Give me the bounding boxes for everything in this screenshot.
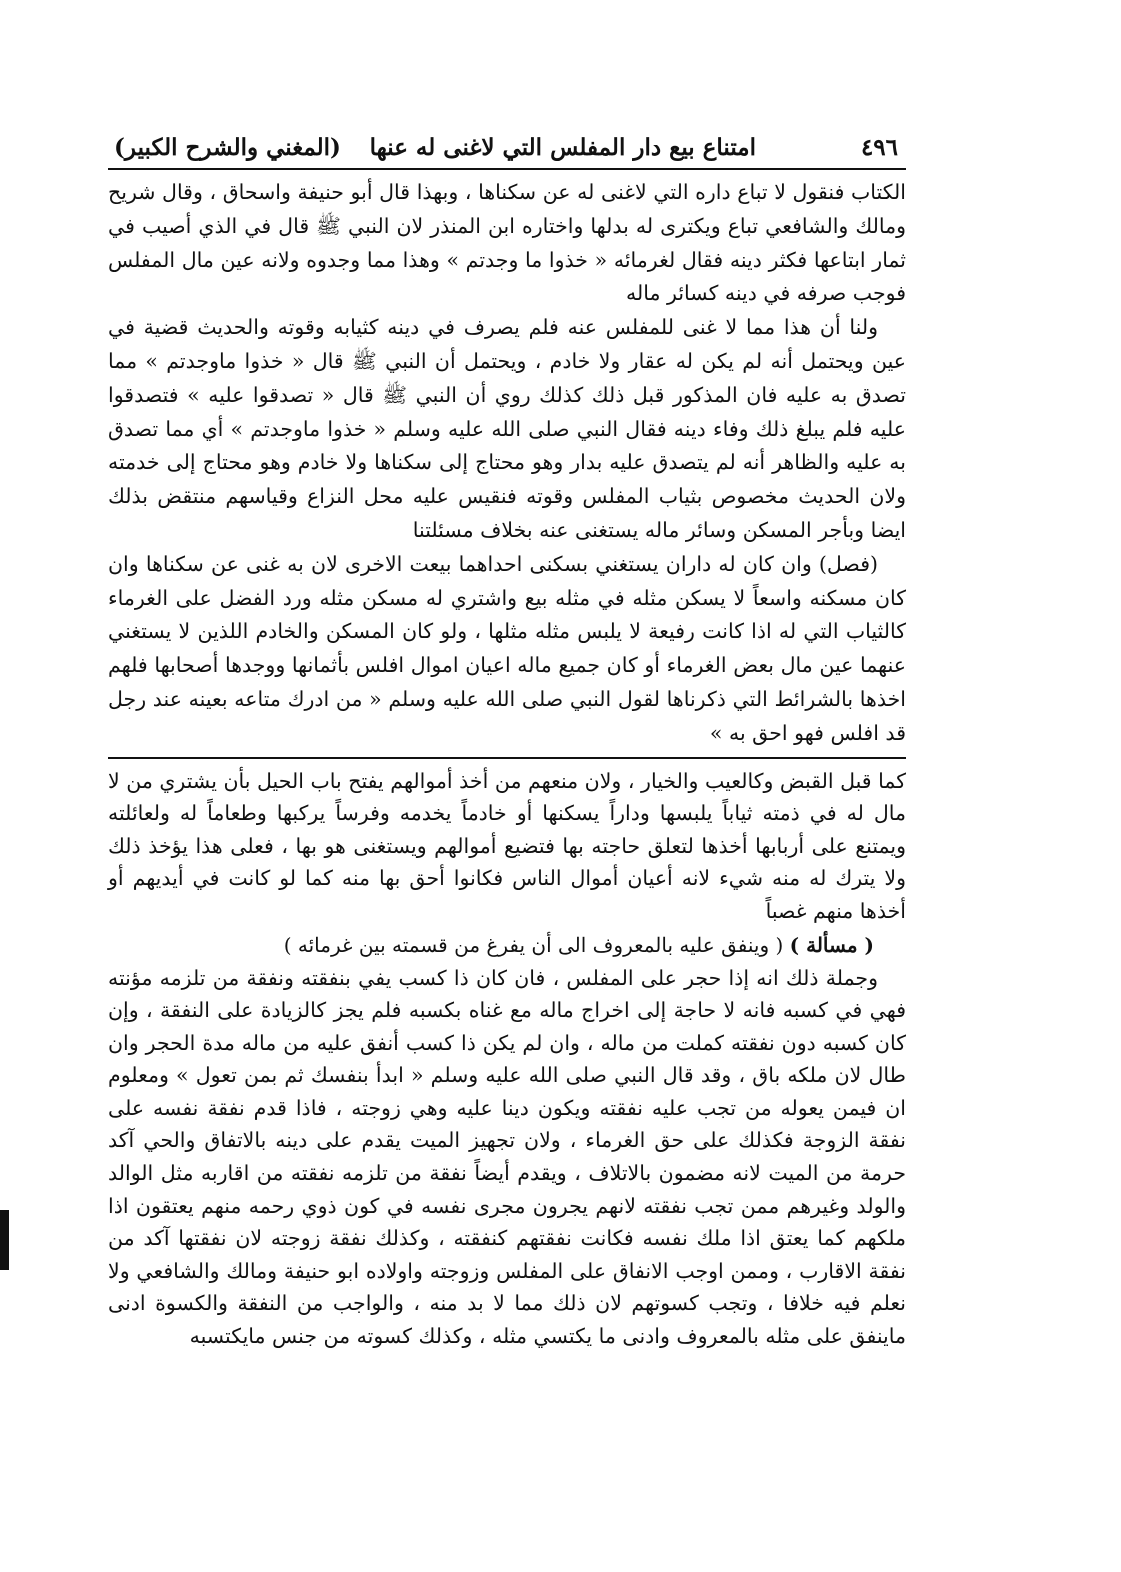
masala-label: ( مسألة ) [789, 932, 874, 957]
paragraph: وجملة ذلك انه إذا حجر على المفلس ، فان كان ذا كسب يفي بنفقته ونفقة من تلزمه مؤنته فهي في كسبه فانه لا حاجة إلى اخراج ماله مع غناه بكسبه فلم يجز كالزيادة على النفقة ، وإن كان كسبه دون نفقته كملت من ماله ، وان لم يكن ذا كسب أنفق عليه من ماله مدة الحجر وان طال لان ملكه باق ، وقد قال النبي صلى الله عليه وسلم « ابدأ بنفسك ثم بمن تعول » ومعلوم ان فيمن يعوله من تجب عليه نفقته ويكون دينا عليه وهي زوجته ، فاذا قدم نفقة نفسه على نفقة الزوجة فكذلك على حق الغرماء ، ولان تجهيز الميت يقدم على دينه بالاتفاق والحي آكد حرمة من الميت لانه مضمون بالاتلاف ، ويقدم أيضاً نفقة من تلزمه نفقته من اقاربه مثل الوالد والولد وغيرهم ممن تجب نفقته لانهم يجرون مجرى نفسه في كون ذوي رحمه منهم يعتقون اذا ملكهم كما يعتق اذا ملك نفسه فكانت نفقتهم كنفقته ، وكذلك نفقة زوجته لان نفقتها آكد من نفقة الاقارب ، وممن اوجب الانفاق على المفلس وزوجته واولاده ابو حنيفة ومالك والشافعي ولا نعلم فيه خلافا ، وتجب كسوتهم لان ذلك مما لا بد منه ، والواجب من النفقة والكسوة ادنى ماينفق على مثله بالمعروف وادنى ما يكتسي مثله ، وكذلك كسوته من جنس مايكتسبه [108, 965, 906, 1349]
page-header [108, 130, 906, 170]
main-text-section [108, 757, 906, 1353]
paragraph: كما قبل القبض وكالعيب والخيار ، ولان منعهم من أخذ أموالهم يفتح باب الحيل بأن يشتري من لا مال له في ذمته ثياباً يلبسها وداراً يسكنها أو خادماً يخدمه وفرساً يركبها وطعاماً له ولعائلته ويمتنع على أربابها أخذها لتعلق حاجته بها فتضيع أموالهم ويستغنى هو بها ، فعلى هذا يؤخذ ذلك ولا يترك له منه شيء لانه أعيان أموال الناس فكانوا أحق بها منه كما لو كانت في أيديهم أو أخذها منهم غصباً [108, 768, 906, 923]
scan-edge-mark [0, 1210, 9, 1270]
book-page [108, 130, 906, 1540]
masala-heading [108, 928, 906, 962]
page-number: ٤٩٦ [860, 134, 898, 161]
paragraph: الكتاب فنقول لا تباع داره التي لاغنى له عن سكناها ، وبهذا قال أبو حنيفة واسحاق ، وقال شريح ومالك والشافعي تباع ويكترى له بدلها واختاره ابن المنذر لان النبي ﷺ قال في الذي أصيب في ثمار ابتاعها فكثر دينه فقال لغرمائه « خذوا ما وجدتم » وهذا مما وجدوه ولانه عين مال المفلس فوجب صرفه في دينه كسائر ماله [108, 180, 906, 306]
masala-text: ( وينفق عليه بالمعروف الى أن يفرغ من قسمته بين غرمائه ) [283, 932, 784, 957]
running-title: امتناع بيع دار المفلس التي لاغنى له عنها [369, 134, 756, 161]
commentary-section [108, 176, 906, 751]
paragraph: ولنا أن هذا مما لا غنى للمفلس عنه فلم يصرف في دينه كثيابه وقوته والحديث قضية في عين ويحتمل أنه لم يكن له عقار ولا خادم ، ويحتمل أن النبي ﷺ قال « خذوا ماوجدتم » مما تصدق به عليه فان المذكور قبل ذلك كذلك روي أن النبي ﷺ قال « تصدقوا عليه » فتصدقوا عليه فلم يبلغ ذلك وفاء دينه فقال النبي صلى الله عليه وسلم « خذوا ماوجدتم » أي مما تصدق به عليه والظاهر أنه لم يتصدق عليه بدار وهو محتاج إلى سكناها ولا خادم وهو محتاج إلى خدمته ولان الحديث مخصوص بثياب المفلس وقوته فنقيس عليه محل النزاع وقياسهم منتقض بذلك ايضا وبأجر المسكن وسائر ماله يستغنى عنه بخلاف مسئلتنا [108, 315, 907, 542]
paragraph: (فصل) وان كان له داران يستغني بسكنى احداهما بيعت الاخرى لان به غنى عن سكناها وان كان مسكنه واسعاً لا يسكن مثله في مثله بيع واشتري له مسكن مثله ورد الفضل على الغرماء كالثياب التي له اذا كانت رفيعة لا يلبس مثله مثلها ، ولو كان المسكن والخادم اللذين لا يستغني عنهما عين مال بعض الغرماء أو كان جميع ماله اعيان اموال افلس بأثمانها ووجدها أصحابها فلهم اخذها بالشرائط التي ذكرناها لقول النبي صلى الله عليه وسلم « من ادرك متاعه بعينه عند رجل قد افلس فهو احق به » [108, 551, 906, 745]
book-title: (المغني والشرح الكبير) [114, 134, 341, 161]
